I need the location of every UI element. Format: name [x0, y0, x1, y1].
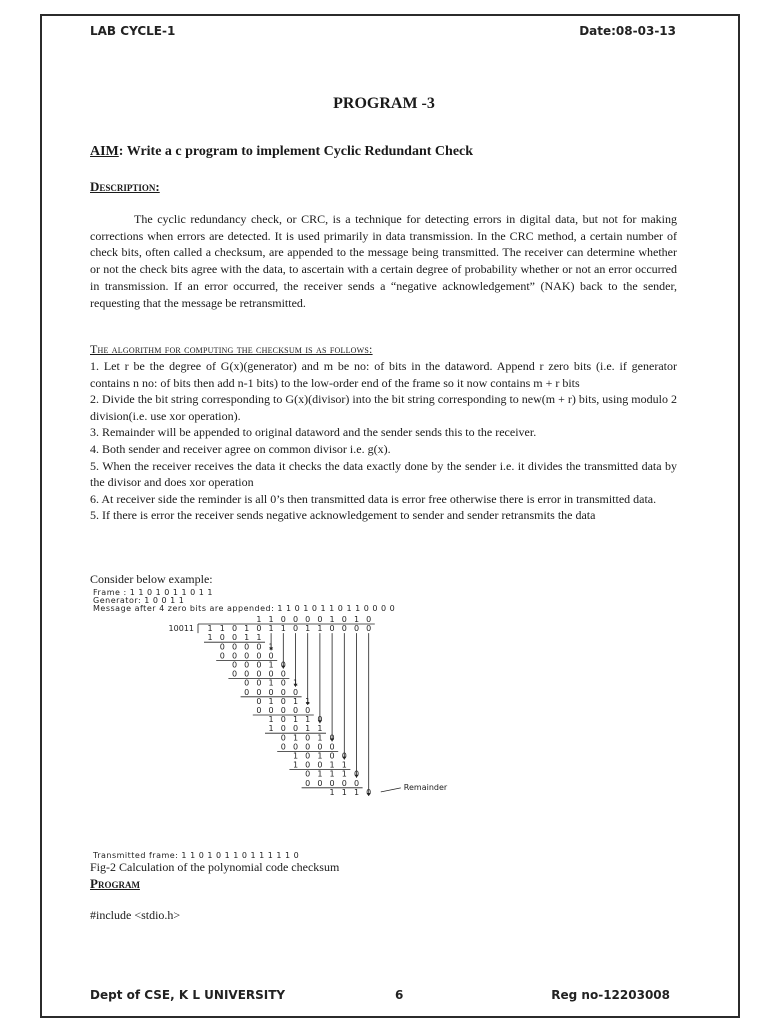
crc-long-division-figure	[140, 612, 500, 852]
subtrahend-digit: 0	[317, 778, 323, 788]
algorithm-heading: The algorithm for computing the checksum is as follows:	[90, 342, 373, 356]
dividend-digit: 1	[207, 624, 213, 634]
partial-remainder-digit: 0	[329, 751, 335, 761]
partial-remainder-digit: 1	[292, 733, 299, 743]
subtrahend-digit: 1	[256, 633, 262, 643]
subtrahend-digit: 0	[244, 687, 250, 697]
example-message: Message after 4 zero bits are appended: 1 1 0 1 0 1 1 0 1 1 0 0 0 0	[93, 604, 396, 613]
subtrahend-digit: 0	[231, 633, 238, 643]
subtrahend-digit: 0	[292, 742, 299, 752]
subtrahend-digit: 1	[292, 760, 299, 770]
algorithm-step: 1. Let r be the degree of G(x)(generator) and m be no: of bits in the dataword. Append r zero bits (i.e. if generator contains n no: of bits then add n-1 bits) to the low-order end of the frame so it now contains m + r bits	[90, 359, 677, 390]
partial-remainder-digit: 0	[256, 660, 262, 670]
subtrahend-digit: 1	[341, 760, 347, 770]
subtrahend-digit: 0	[231, 651, 238, 661]
header-lab-cycle: LAB CYCLE-1	[90, 24, 176, 38]
dividend-digit: 1	[305, 624, 311, 634]
subtrahend-digit: 1	[207, 633, 213, 643]
page-title: PROGRAM -3	[333, 95, 435, 112]
subtrahend-digit: 1	[329, 760, 335, 770]
quotient-digit: 1	[353, 615, 360, 624]
dividend-digit: 0	[353, 624, 360, 634]
partial-remainder-digit: 0	[231, 660, 238, 670]
subtrahend-digit: 0	[268, 651, 274, 661]
subtrahend-digit: 0	[292, 706, 299, 715]
program-heading: Program	[90, 876, 140, 891]
subtrahend-digit: 0	[280, 687, 286, 697]
subtrahend-digit: 0	[329, 742, 335, 752]
subtrahend-digit: 0	[231, 669, 238, 679]
algorithm-step: 4. Both sender and receiver agree on common divisor i.e. g(x).	[90, 441, 391, 456]
remainder-pointer	[381, 788, 401, 792]
dividend-digit: 0	[256, 624, 262, 634]
partial-remainder-digit: 1	[268, 715, 274, 725]
subtrahend-digit: 0	[256, 669, 262, 679]
aim-label: AIM	[90, 144, 119, 159]
partial-remainder-digit: 1	[305, 715, 311, 725]
dividend-digit: 0	[292, 624, 299, 634]
subtrahend-digit: 0	[219, 651, 225, 661]
partial-remainder-digit: 0	[280, 678, 286, 688]
subtrahend-digit: 0	[256, 651, 262, 661]
subtrahend-digit: 0	[280, 724, 286, 734]
partial-remainder-digit: 0	[244, 660, 250, 670]
partial-remainder-digit: 0	[256, 696, 262, 706]
subtrahend-digit: 0	[317, 742, 323, 752]
quotient-digit: 0	[341, 615, 347, 624]
partial-remainder-digit: 1	[341, 769, 347, 779]
divisor-label: 10011	[168, 624, 194, 634]
subtrahend-digit: 0	[280, 669, 286, 679]
dividend-digit: 1	[317, 624, 323, 634]
figure-caption: Fig-2 Calculation of the polynomial code checksum	[90, 860, 340, 874]
partial-remainder-digit: 1	[317, 733, 323, 743]
subtrahend-digit: 0	[305, 706, 311, 715]
partial-remainder-digit: 1	[268, 678, 274, 688]
partial-remainder-digit: 0	[341, 751, 347, 761]
partial-remainder-digit: 1	[268, 696, 274, 706]
subtrahend-digit: 0	[268, 706, 274, 715]
example-frame: Frame : 1 1 0 1 0 1 1 0 1 1	[93, 588, 213, 597]
partial-remainder-digit: 0	[280, 696, 286, 706]
quotient-digit: 0	[366, 615, 372, 624]
code-line: #include <stdio.h>	[90, 908, 181, 922]
subtrahend-digit: 1	[268, 724, 274, 734]
partial-remainder-digit: 0	[329, 733, 335, 743]
partial-remainder-digit: 0	[305, 733, 311, 743]
partial-remainder-digit: 1	[268, 660, 274, 670]
aim-text: : Write a c program to implement Cyclic Redundant Check	[118, 144, 474, 159]
quotient-digit: 1	[256, 615, 262, 624]
subtrahend-digit: 0	[280, 742, 286, 752]
partial-remainder-digit: 1	[292, 751, 299, 761]
header-date: Date:08-03-13	[579, 24, 676, 38]
algorithm-step: 6. At receiver side the reminder is all 0’s then transmitted data is error free otherwise there is error in transmitted data.	[90, 491, 657, 506]
partial-remainder-digit: 1	[268, 642, 274, 652]
subtrahend-digit: 1	[305, 724, 311, 734]
example-transmitted-frame: Transmitted frame: 1 1 0 1 0 1 1 0 1 1 1 1 1 0	[93, 851, 300, 860]
dividend-digit: 0	[366, 624, 372, 634]
subtrahend-digit: 0	[244, 651, 250, 661]
subtrahend-digit: 0	[268, 687, 274, 697]
dividend-digit: 1	[268, 624, 274, 634]
partial-remainder-digit: 1	[292, 696, 299, 706]
algorithm-steps	[90, 358, 677, 524]
footer-department: Dept of CSE, K L UNIVERSITY	[90, 988, 286, 1002]
footer-reg-no: Reg no-12203008	[551, 988, 670, 1002]
dividend-digit: 1	[244, 624, 250, 634]
partial-remainder-digit: 1	[292, 715, 299, 725]
quotient-digit: 0	[317, 615, 323, 624]
partial-remainder-digit: 0	[280, 660, 286, 670]
remainder-digit: 1	[329, 787, 335, 797]
example-intro: Consider below example:	[90, 572, 213, 586]
partial-remainder-digit: 0	[305, 751, 311, 761]
subtrahend-digit: 0	[341, 778, 347, 788]
algorithm-step: 5. If there is error the receiver sends negative acknowledgement to sender and sender retransmits the data	[90, 508, 596, 523]
partial-remainder-digit: 0	[219, 642, 225, 652]
algorithm-step: 2. Divide the bit string corresponding to G(x)(divisor) into the bit string corresponding to new(m + r) bits, using modulo 2 division(i.e. use xor operation).	[90, 392, 677, 423]
partial-remainder-digit: 0	[317, 715, 323, 725]
partial-remainder-digit: 0	[256, 678, 262, 688]
dividend-digit: 0	[341, 624, 347, 634]
algorithm-step: 3. Remainder will be appended to original dataword and the sender sends this to the receiver.	[90, 425, 537, 440]
partial-remainder-digit: 0	[244, 678, 250, 688]
subtrahend-digit: 0	[317, 760, 323, 770]
subtrahend-digit: 1	[317, 724, 323, 734]
quotient-digit: 1	[268, 615, 274, 624]
dividend-digit: 0	[231, 624, 238, 634]
subtrahend-digit: 0	[305, 760, 311, 770]
subtrahend-digit: 0	[329, 778, 335, 788]
partial-remainder-digit: 0	[280, 715, 286, 725]
partial-remainder-digit: 1	[317, 751, 323, 761]
subtrahend-digit: 0	[353, 778, 360, 788]
quotient-digit: 1	[329, 615, 335, 624]
subtrahend-digit: 0	[256, 687, 262, 697]
partial-remainder-digit: 0	[256, 642, 262, 652]
partial-remainder-digit: 0	[353, 769, 360, 779]
partial-remainder-digit: 1	[305, 696, 311, 706]
example-generator: Generator: 1 0 0 1 1	[93, 596, 185, 605]
dividend-digit: 1	[219, 624, 225, 634]
subtrahend-digit: 0	[219, 633, 225, 643]
description-paragraph: The cyclic redundancy check, or CRC, is a technique for detecting errors in digital data, but not for making corrections when errors are detected. It is used primarily in data transmission. In the CRC method, a certain number of check bits, often called a checksum, are appended to the message being transmitted. The receiver can determine whether or not the check bits agree with the data, to ascertain with a certain degree of probability whether or not an error occurred in transmission. If an error occurred, the receiver sends a “negative acknowledgement” (NAK) back to the sender, requesting that the message be retransmitted.	[90, 212, 677, 310]
partial-remainder-digit: 0	[305, 769, 311, 779]
remainder-digit: 1	[341, 787, 347, 797]
partial-remainder-digit: 1	[329, 769, 335, 779]
subtrahend-digit: 0	[305, 778, 311, 788]
algorithm-step: 5. When the receiver receives the data it checks the data exactly done by the sender i.e. it divides the transmitted data by the divisor and does xor operation	[90, 458, 677, 490]
dividend-digit: 0	[329, 624, 335, 634]
subtrahend-digit: 0	[256, 706, 262, 715]
partial-remainder-digit: 1	[317, 769, 323, 779]
subtrahend-digit: 0	[280, 706, 286, 715]
footer-page-number: 6	[395, 988, 404, 1002]
remainder-digit: 0	[366, 787, 372, 797]
partial-remainder-digit: 0	[244, 642, 250, 652]
description-heading: Description:	[90, 179, 160, 194]
quotient-digit: 0	[280, 615, 286, 624]
dividend-digit: 1	[280, 624, 286, 634]
subtrahend-digit: 0	[244, 669, 250, 679]
subtrahend-digit: 0	[292, 687, 299, 697]
aim-line	[90, 144, 473, 160]
subtrahend-digit: 1	[244, 633, 250, 643]
partial-remainder-digit: 1	[292, 678, 299, 688]
quotient-digit: 0	[292, 615, 299, 624]
subtrahend-digit: 0	[268, 669, 274, 679]
partial-remainder-digit: 0	[280, 733, 286, 743]
subtrahend-digit: 0	[292, 724, 299, 734]
remainder-label: Remainder	[403, 782, 448, 792]
remainder-digit: 1	[353, 787, 360, 797]
quotient-digit: 0	[305, 615, 311, 624]
partial-remainder-digit: 0	[231, 642, 238, 652]
subtrahend-digit: 0	[305, 742, 311, 752]
